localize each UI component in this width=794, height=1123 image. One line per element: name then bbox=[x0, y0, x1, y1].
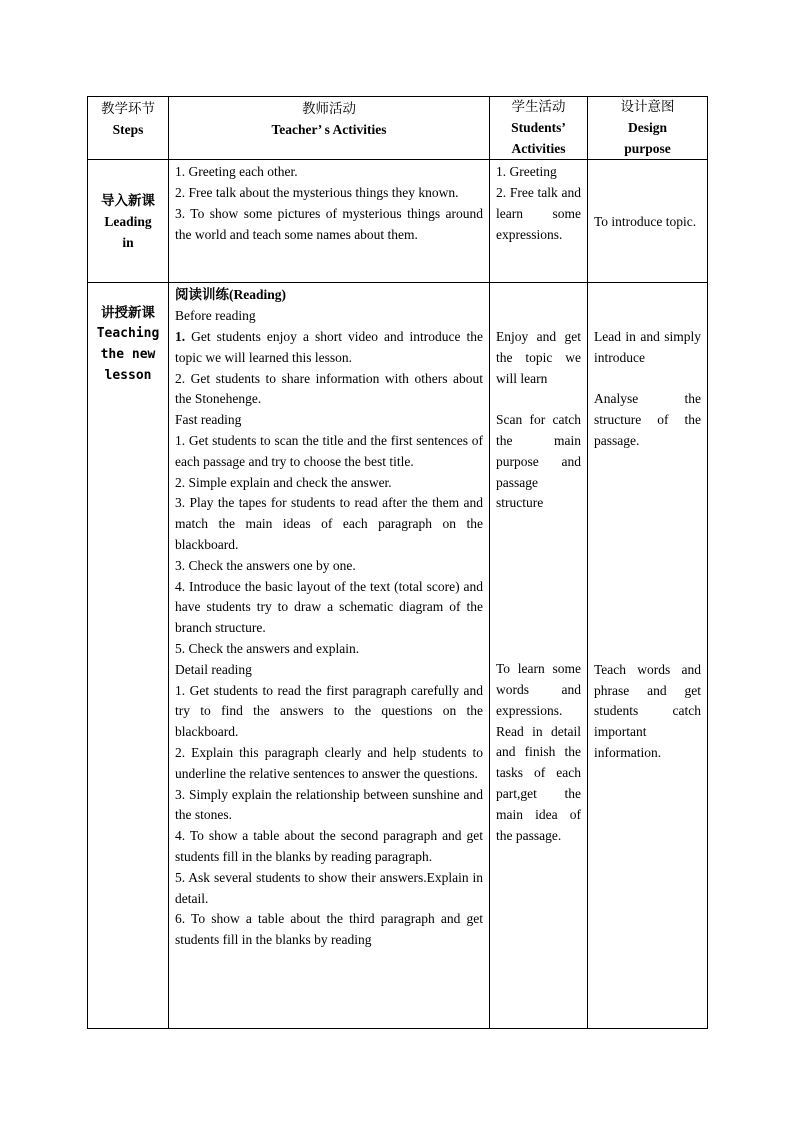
teacher-item: 3. To show some pictures of mysterious things around the world and teach some names about them. bbox=[175, 205, 483, 242]
header-row bbox=[88, 97, 708, 160]
header-students bbox=[490, 97, 588, 160]
student-before-text: Enjoy and get the topic we will learn bbox=[496, 328, 581, 386]
teaching-row bbox=[88, 283, 708, 1029]
student-fast-text: Scan for catch the main purpose and passage structure bbox=[496, 412, 581, 511]
teacher-item: 5. Check the answers and explain. bbox=[175, 640, 360, 656]
teacher-item: 2. Explain this paragraph clearly and help students to underline the relative sentences to answer the questions. bbox=[175, 744, 483, 781]
header-purpose bbox=[588, 97, 708, 160]
teacher-item: 3. Play the tapes for students to read after the them and match the main ideas of each paragraph on the blackboard. bbox=[175, 495, 483, 552]
header-teacher-en: Teacher’ s Activities bbox=[271, 121, 387, 137]
student-activities-teaching bbox=[490, 283, 588, 1029]
step-leading-en2: in bbox=[122, 234, 134, 250]
student-item: 1. Greeting bbox=[496, 164, 557, 180]
detail-reading-title: Detail reading bbox=[175, 661, 252, 677]
teacher-item: 1. Greeting each other. bbox=[175, 164, 298, 180]
step-teaching-cn: 讲授新课 bbox=[101, 305, 155, 321]
header-steps bbox=[88, 97, 169, 160]
teacher-item: 3. Simply explain the relationship between sunshine and the stones. bbox=[175, 786, 483, 823]
leading-in-row bbox=[88, 160, 708, 283]
purpose-leading bbox=[588, 160, 708, 283]
student-item: 2. Free talk and learn some expressions. bbox=[496, 185, 581, 242]
purpose-detail-text: Teach words and phrase and get students catch important information. bbox=[594, 661, 701, 760]
teacher-item: 5. Ask several students to show their answers.Explain in detail. bbox=[175, 869, 483, 906]
header-purpose-cn: 设计意图 bbox=[620, 99, 675, 114]
teacher-item: 6. To show a table about the third paragraph and get students fill in the blanks by reading bbox=[175, 911, 483, 948]
teacher-item: 3. Check the answers one by one. bbox=[175, 557, 356, 573]
teacher-activities-teaching bbox=[169, 283, 490, 1029]
header-purpose-en1: Design bbox=[627, 119, 667, 135]
header-students-en2: Activities bbox=[511, 140, 566, 156]
header-students-cn: 学生活动 bbox=[511, 99, 566, 114]
purpose-fast-text: Analyse the structure of the passage. bbox=[594, 391, 701, 448]
step-teaching bbox=[88, 283, 169, 1029]
step-leading-en1: Leading bbox=[104, 213, 152, 229]
reading-title: 阅读训练(Reading) bbox=[175, 287, 286, 303]
header-teacher-cn: 教师活动 bbox=[302, 101, 356, 116]
fast-reading-title: Fast reading bbox=[175, 412, 242, 428]
before-reading-title: Before reading bbox=[175, 308, 256, 324]
header-steps-cn: 教学环节 bbox=[101, 101, 155, 116]
header-purpose-en2: purpose bbox=[624, 140, 671, 156]
header-steps-en: Steps bbox=[112, 121, 144, 137]
teacher-item bbox=[175, 327, 483, 369]
student-detail-text: To learn some words and expressions. Read in detail and finish the tasks of each part,get the main idea of the passage. bbox=[496, 661, 581, 843]
header-students-en1: Students’ bbox=[511, 119, 566, 135]
before-item-text: Get students enjoy a short video and introduce the topic we will learned this lesson. bbox=[175, 328, 483, 365]
teacher-item: 4. Introduce the basic layout of the text (total score) and have students try to draw a schematic diagram of the branch structure. bbox=[175, 578, 483, 636]
purpose-before-text: Lead in and simply introduce bbox=[594, 328, 701, 365]
before-item-number: 1. bbox=[175, 328, 186, 344]
step-leading-cn: 导入新课 bbox=[101, 193, 155, 209]
teacher-item: 1. Get students to scan the title and the first sentences of each passage and try to choose the best title. bbox=[175, 432, 483, 469]
step-leading-in bbox=[88, 160, 169, 283]
step-teaching-en3: lesson bbox=[104, 367, 152, 383]
purpose-teaching bbox=[588, 283, 708, 1029]
header-teacher bbox=[169, 97, 490, 160]
step-teaching-en1: Teaching bbox=[96, 326, 160, 342]
teacher-item: 2. Simple explain and check the answer. bbox=[175, 474, 392, 490]
teacher-item: 2. Get students to share information with others about the Stonehenge. bbox=[175, 370, 483, 407]
lesson-plan-table bbox=[87, 96, 708, 1029]
step-teaching-en2: the new bbox=[100, 346, 156, 362]
teacher-item: 1. Get students to read the first paragraph carefully and try to find the answers to the questions on the blackboard. bbox=[175, 682, 483, 740]
teacher-activities-leading bbox=[169, 160, 490, 283]
student-activities-leading bbox=[490, 160, 588, 283]
teacher-item: 2. Free talk about the mysterious things they known. bbox=[175, 185, 459, 201]
purpose-text: To introduce topic. bbox=[594, 213, 697, 229]
teacher-item: 4. To show a table about the second paragraph and get students fill in the blanks by reading paragraph. bbox=[175, 828, 483, 864]
